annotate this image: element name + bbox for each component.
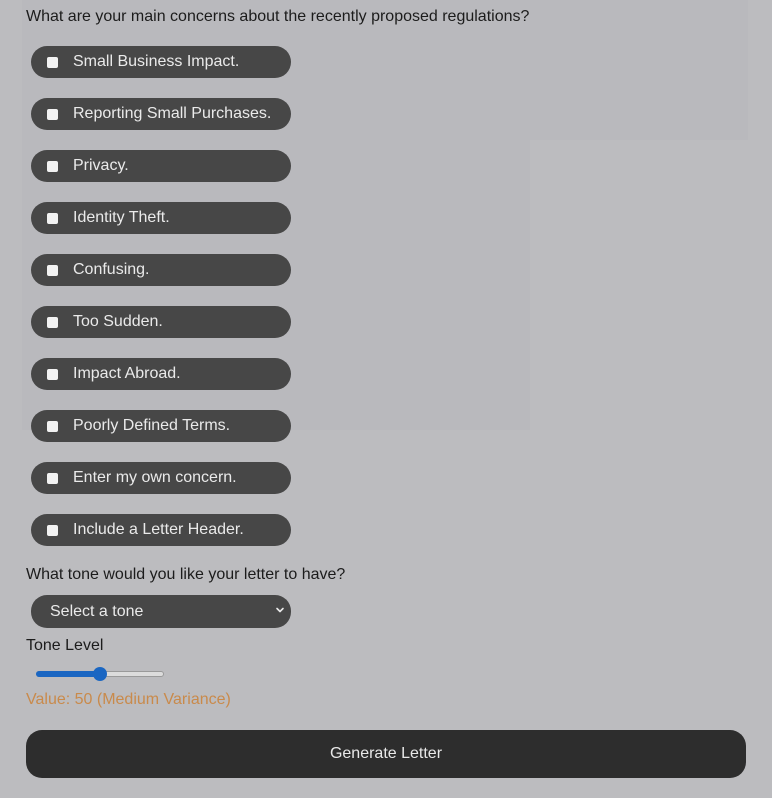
checkbox-icon[interactable] [47,109,58,120]
concerns-question: What are your main concerns about the recently proposed regulations? [26,8,530,25]
checkbox-icon[interactable] [47,57,58,68]
concern-option-label: Impact Abroad. [73,365,181,382]
concern-option-too-sudden[interactable] [31,306,291,338]
concern-option-privacy[interactable] [31,150,291,182]
concern-option-label: Confusing. [73,261,150,278]
concern-option-include-letter-header[interactable] [31,514,291,546]
concern-option-identity-theft[interactable] [31,202,291,234]
concern-option-label: Too Sudden. [73,313,163,330]
concern-option-label: Poorly Defined Terms. [73,417,231,434]
concern-option-label: Reporting Small Purchases. [73,105,272,122]
concern-option-label: Identity Theft. [73,209,170,226]
tone-question: What tone would you like your letter to have? [26,566,346,583]
concern-option-label: Include a Letter Header. [73,521,244,538]
concern-option-enter-own-concern[interactable] [31,462,291,494]
checkbox-icon[interactable] [47,473,58,484]
tone-select-value: Select a tone [50,602,144,620]
checkbox-icon[interactable] [47,265,58,276]
tone-value-text: Value: 50 (Medium Variance) [26,691,231,708]
concern-option-poorly-defined-terms[interactable] [31,410,291,442]
concern-option-impact-abroad[interactable] [31,358,291,390]
tone-select[interactable] [31,595,291,628]
concern-option-label: Small Business Impact. [73,53,240,70]
chevron-down-icon [275,605,285,615]
checkbox-icon[interactable] [47,161,58,172]
checkbox-icon[interactable] [47,369,58,380]
generate-letter-label: Generate Letter [329,745,443,762]
slider-thumb[interactable] [93,667,107,681]
checkbox-icon[interactable] [47,213,58,224]
concern-option-small-business-impact[interactable] [31,46,291,78]
concern-option-label: Privacy. [73,157,129,174]
concern-option-label: Enter my own concern. [73,469,237,486]
concern-option-reporting-small-purchases[interactable] [31,98,291,130]
checkbox-icon[interactable] [47,525,58,536]
concern-option-confusing[interactable] [31,254,291,286]
tone-level-slider[interactable] [36,667,164,681]
slider-fill [36,671,100,677]
checkbox-icon[interactable] [47,421,58,432]
generate-letter-button[interactable] [26,730,746,778]
tone-level-label: Tone Level [26,637,104,654]
checkbox-icon[interactable] [47,317,58,328]
